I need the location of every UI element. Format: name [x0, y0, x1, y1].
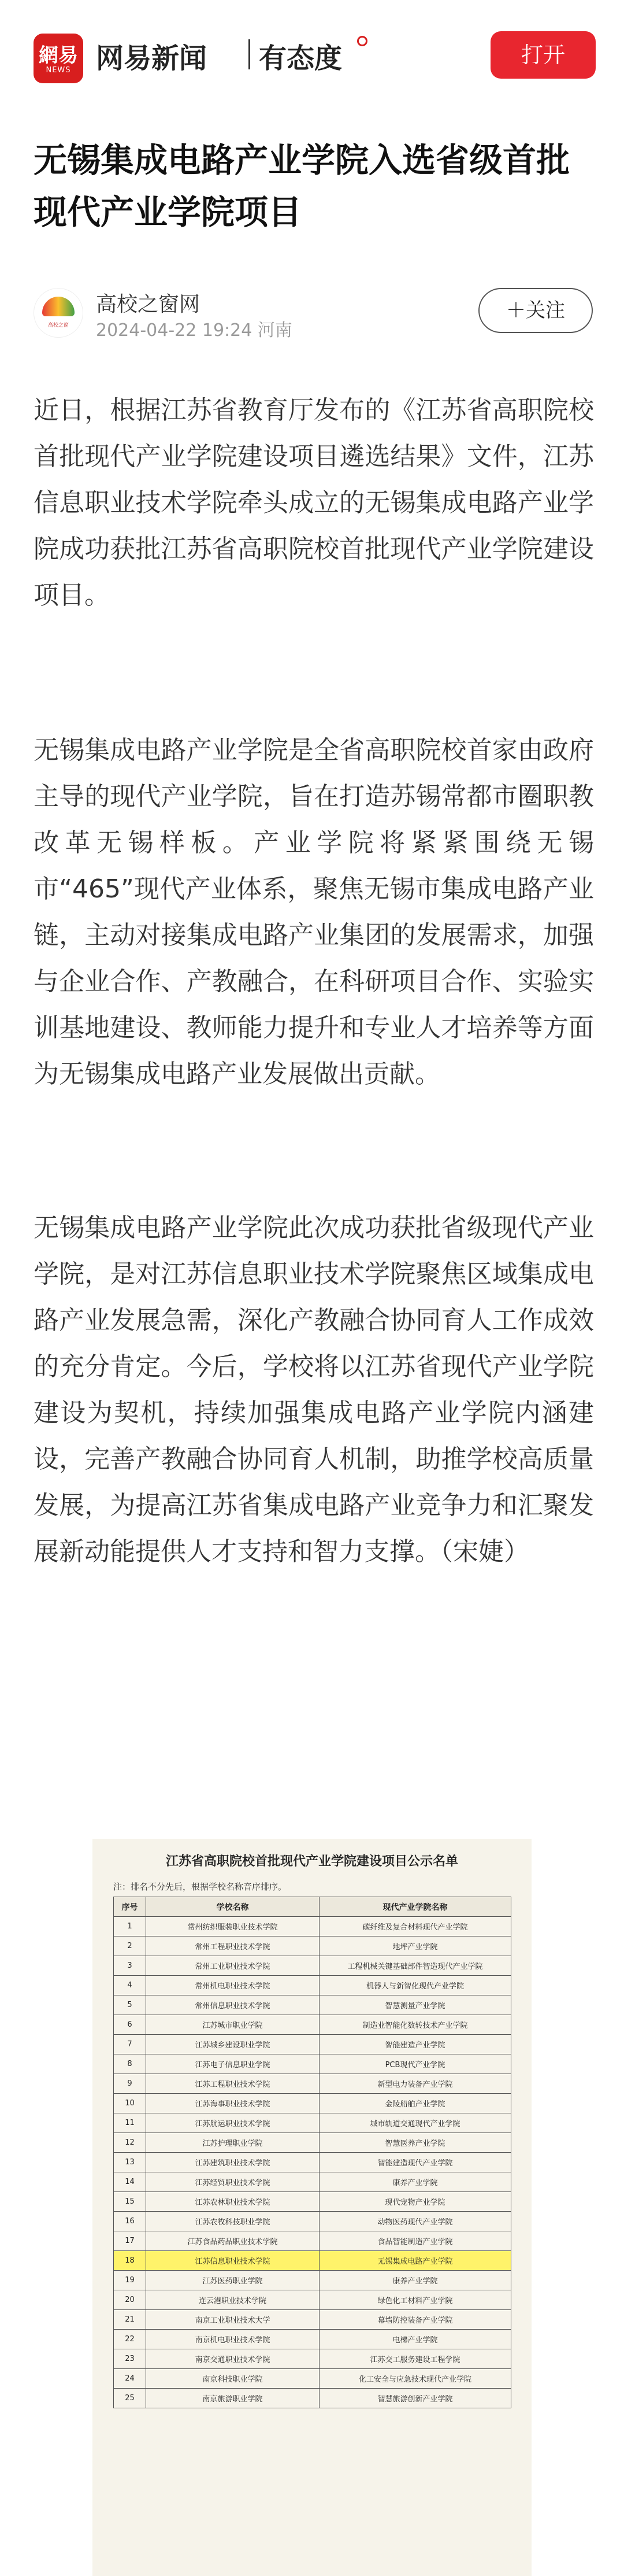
row-college: 智能建造产业学院	[320, 2035, 511, 2054]
table-row	[114, 1995, 511, 2015]
row-school: 江苏农林职业技术学院	[146, 2192, 320, 2212]
row-index: 8	[114, 2054, 146, 2074]
row-school: 江苏海事职业技术学院	[146, 2094, 320, 2113]
row-school: 常州工业职业技术学院	[146, 1956, 320, 1976]
author-row	[34, 286, 594, 343]
article-title: 无锡集成电路产业学院入选省级首批现代产业学院项目	[34, 141, 570, 232]
publish-meta: 2024-04-22 19:24 河南	[96, 320, 292, 341]
row-index: 6	[114, 2015, 146, 2035]
row-school: 连云港职业技术学院	[146, 2290, 320, 2310]
row-school: 南京科技职业学院	[146, 2369, 320, 2389]
row-index: 3	[114, 1956, 146, 1976]
table-row	[114, 2133, 511, 2153]
author-name[interactable]: 高校之窗网	[96, 293, 200, 316]
table-row	[114, 2094, 511, 2113]
table-row	[114, 2389, 511, 2408]
logo-glyph: 網易	[39, 44, 78, 67]
row-index: 16	[114, 2212, 146, 2231]
row-index: 10	[114, 2094, 146, 2113]
table-row	[114, 1917, 511, 1936]
row-college: 地坪产业学院	[320, 1936, 511, 1956]
avatar-text: 高校之窗	[47, 323, 69, 328]
row-index: 19	[114, 2271, 146, 2290]
row-college: 绿色化工材料产业学院	[320, 2290, 511, 2310]
row-college: 金陵船舶产业学院	[320, 2094, 511, 2113]
row-school: 江苏护理职业学院	[146, 2133, 320, 2153]
row-index: 24	[114, 2369, 146, 2389]
header-college: 现代产业学院名称	[320, 1897, 511, 1917]
row-index: 20	[114, 2290, 146, 2310]
row-school: 常州纺织服装职业技术学院	[146, 1917, 320, 1936]
table-row	[114, 2290, 511, 2310]
row-college: 碳纤维及复合材料现代产业学院	[320, 1917, 511, 1936]
row-school: 江苏城乡建设职业学院	[146, 2035, 320, 2054]
row-index: 25	[114, 2389, 146, 2408]
row-college: 幕墙防控装备产业学院	[320, 2310, 511, 2330]
row-school: 常州工程职业技术学院	[146, 1936, 320, 1956]
row-school: 江苏工程职业技术学院	[146, 2074, 320, 2094]
row-college: 康养产业学院	[320, 2271, 511, 2290]
row-school: 江苏航运职业技术学院	[146, 2113, 320, 2133]
row-school: 江苏建筑职业技术学院	[146, 2153, 320, 2172]
follow-button[interactable]: ＋关注	[478, 288, 593, 333]
logo-sub: NEWS	[46, 66, 71, 75]
row-school: 常州信息职业技术学院	[146, 1995, 320, 2015]
row-index: 2	[114, 1936, 146, 1956]
row-school: 江苏电子信息职业学院	[146, 2054, 320, 2074]
row-index: 21	[114, 2310, 146, 2330]
table-row	[114, 2271, 511, 2290]
table-row	[114, 1976, 511, 1995]
row-school: 江苏经贸职业技术学院	[146, 2172, 320, 2192]
article-image[interactable]	[92, 1839, 532, 2576]
row-college: 江苏交工服务建设工程学院	[320, 2349, 511, 2369]
row-college: 无锡集成电路产业学院	[320, 2251, 511, 2271]
row-index: 23	[114, 2349, 146, 2369]
row-index: 17	[114, 2231, 146, 2251]
row-college: 电梯产业学院	[320, 2330, 511, 2349]
table-row	[114, 2074, 511, 2094]
table-row	[114, 2212, 511, 2231]
row-school: 江苏食品药品职业技术学院	[146, 2231, 320, 2251]
netease-logo	[34, 34, 83, 83]
row-index: 5	[114, 1995, 146, 2015]
image-title: 江苏省高职院校首批现代产业学院建设项目公示名单	[165, 1854, 458, 1869]
row-college: 城市轨道交通现代产业学院	[320, 2113, 511, 2133]
table-row	[114, 2251, 511, 2271]
row-college: 智能建造现代产业学院	[320, 2153, 511, 2172]
row-college: 动物医药现代产业学院	[320, 2212, 511, 2231]
row-school: 南京工业职业技术大学	[146, 2310, 320, 2330]
row-college: 化工安全与应急技术现代产业学院	[320, 2369, 511, 2389]
table-row	[114, 1956, 511, 1976]
table-row	[114, 2153, 511, 2172]
slogan-dot-icon	[357, 36, 367, 46]
row-school: 南京交通职业技术学院	[146, 2349, 320, 2369]
avatar-logo-icon	[42, 297, 75, 316]
table-row	[114, 2349, 511, 2369]
row-school: 江苏城市职业学院	[146, 2015, 320, 2035]
article-paragraph: 近日，根据江苏省教育厅发布的《江苏省高职院校首批现代产业学院建设项目遴选结果》文件，江苏信息职业技术学院牵头成立的无锡集成电路产业学院成功获批江苏省高职院校首批现代产业学院建设项目。	[34, 396, 594, 610]
table-row	[114, 2310, 511, 2330]
row-school: 江苏信息职业技术学院	[146, 2251, 320, 2271]
author-avatar[interactable]	[34, 288, 83, 338]
row-index: 11	[114, 2113, 146, 2133]
project-list-table	[113, 1897, 511, 2408]
article-paragraph: 无锡集成电路产业学院是全省高职院校首家由政府主导的现代产业学院，旨在打造苏锡常都市圈职教改革无锡样板。产业学院将紧紧围绕无锡市“465”现代产业体系，聚焦无锡市集成电路产业链，主动对接集成电路产业集团的发展需求，加强与企业合作、产教融合，在科研项目合作、实验实训基地建设、教师能力提升和专业人才培养等方面为无锡集成电路产业发展做出贡献。	[34, 736, 594, 1089]
row-index: 18	[114, 2251, 146, 2271]
table-row	[114, 2192, 511, 2212]
table-row	[114, 2015, 511, 2035]
brand-name: 网易新闻	[96, 42, 207, 75]
row-index: 7	[114, 2035, 146, 2054]
row-college: 食品智能制造产业学院	[320, 2231, 511, 2251]
row-college: 现代宠物产业学院	[320, 2192, 511, 2212]
row-college: 工程机械关键基础部件智造现代产业学院	[320, 1956, 511, 1976]
table-row	[114, 1936, 511, 1956]
row-index: 15	[114, 2192, 146, 2212]
row-school: 常州机电职业技术学院	[146, 1976, 320, 1995]
app-header	[0, 0, 624, 113]
row-college: 制造业智能化数转技术产业学院	[320, 2015, 511, 2035]
table-row	[114, 2113, 511, 2133]
row-school: 江苏农牧科技职业学院	[146, 2212, 320, 2231]
row-college: 康养产业学院	[320, 2172, 511, 2192]
brand-divider	[248, 39, 250, 69]
table-row	[114, 2330, 511, 2349]
row-index: 22	[114, 2330, 146, 2349]
row-college: 智慧医养产业学院	[320, 2133, 511, 2153]
row-index: 9	[114, 2074, 146, 2094]
open-app-button[interactable]: 打开	[491, 31, 596, 79]
article-paragraph: 无锡集成电路产业学院此次成功获批省级现代产业学院，是对江苏信息职业技术学院聚焦区域集成电路产业发展急需，深化产教融合协同育人工作成效的充分肯定。今后，学校将以江苏省现代产业学院建设为契机，持续加强集成电路产业学院内涵建设，完善产教融合协同育人机制，助推学校高质量发展，为提高江苏省集成电路产业竞争力和汇聚发展新动能提供人才支持和智力支撑。（宋婕）	[34, 1213, 594, 1566]
row-index: 1	[114, 1917, 146, 1936]
header-school: 学校名称	[146, 1897, 320, 1917]
row-college: 智慧测量产业学院	[320, 1995, 511, 2015]
header-index: 序号	[114, 1897, 146, 1917]
row-school: 江苏医药职业学院	[146, 2271, 320, 2290]
table-row	[114, 2172, 511, 2192]
row-index: 4	[114, 1976, 146, 1995]
brand-slogan: 有态度	[259, 42, 343, 75]
table-row	[114, 2054, 511, 2074]
row-school: 南京机电职业技术学院	[146, 2330, 320, 2349]
row-college: 机器人与新智化现代产业学院	[320, 1976, 511, 1995]
image-note: 注：排名不分先后，根据学校名称音序排序。	[113, 1882, 287, 1892]
row-index: 14	[114, 2172, 146, 2192]
row-college: 智慧旅游创新产业学院	[320, 2389, 511, 2408]
row-index: 13	[114, 2153, 146, 2172]
row-school: 南京旅游职业学院	[146, 2389, 320, 2408]
row-index: 12	[114, 2133, 146, 2153]
table-row	[114, 2035, 511, 2054]
row-college: 新型电力装备产业学院	[320, 2074, 511, 2094]
row-college: PCB现代产业学院	[320, 2054, 511, 2074]
table-row	[114, 2369, 511, 2389]
table-header-row	[114, 1897, 511, 1917]
table-row	[114, 2231, 511, 2251]
